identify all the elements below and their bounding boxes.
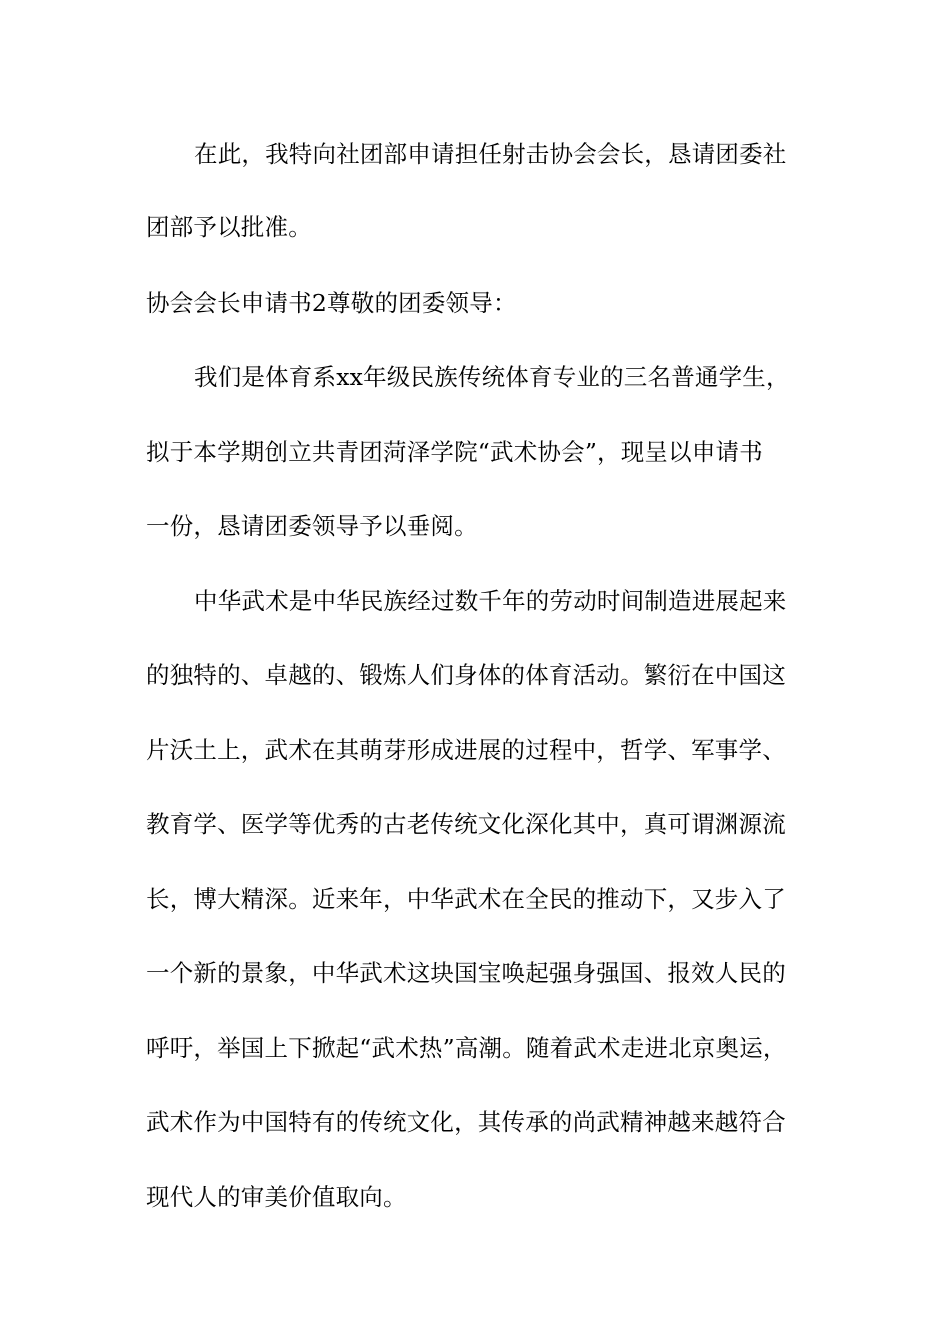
paragraph-line: 团部予以批准。 [146,213,312,241]
paragraph-line: 拟于本学期创立共青团菏泽学院“武术协会”，现呈以申请书 [146,438,763,466]
paragraph-line: 的独特的、卓越的、锻炼人们身体的体育活动。繁衍在中国这 [146,661,786,689]
paragraph-line: 长，博大精深。近来年，中华武术在全民的推动下，又步入了 [146,885,786,913]
paragraph-line: 教育学、医学等优秀的古老传统文化深化其中，真可谓渊源流 [146,810,786,838]
section-heading: 协会会长申请书2尊敬的团委领导： [146,289,517,317]
paragraph-line: 一份，恳请团委领导予以垂阅。 [146,512,478,540]
paragraph-line: 在此，我特向社团部申请担任射击协会会长，恳请团委社 [194,140,787,168]
paragraph-line: 一个新的景象，中华武术这块国宝唤起强身强国、报效人民的 [146,959,786,987]
paragraph-line: 我们是体育系xx年级民族传统体育专业的三名普通学生， [194,363,790,391]
paragraph-line: 现代人的审美价值取向。 [146,1183,407,1211]
paragraph-line: 片沃土上，武术在其萌芽形成进展的过程中，哲学、军事学、 [146,736,786,764]
paragraph-line: 武术作为中国特有的传统文化，其传承的尚武精神越来越符合 [146,1108,786,1136]
paragraph-line: 中华武术是中华民族经过数千年的劳动时间制造进展起来 [194,587,787,615]
paragraph-line: 呼吁，举国上下掀起“武术热”高潮。随着武术走进北京奥运， [146,1034,787,1062]
